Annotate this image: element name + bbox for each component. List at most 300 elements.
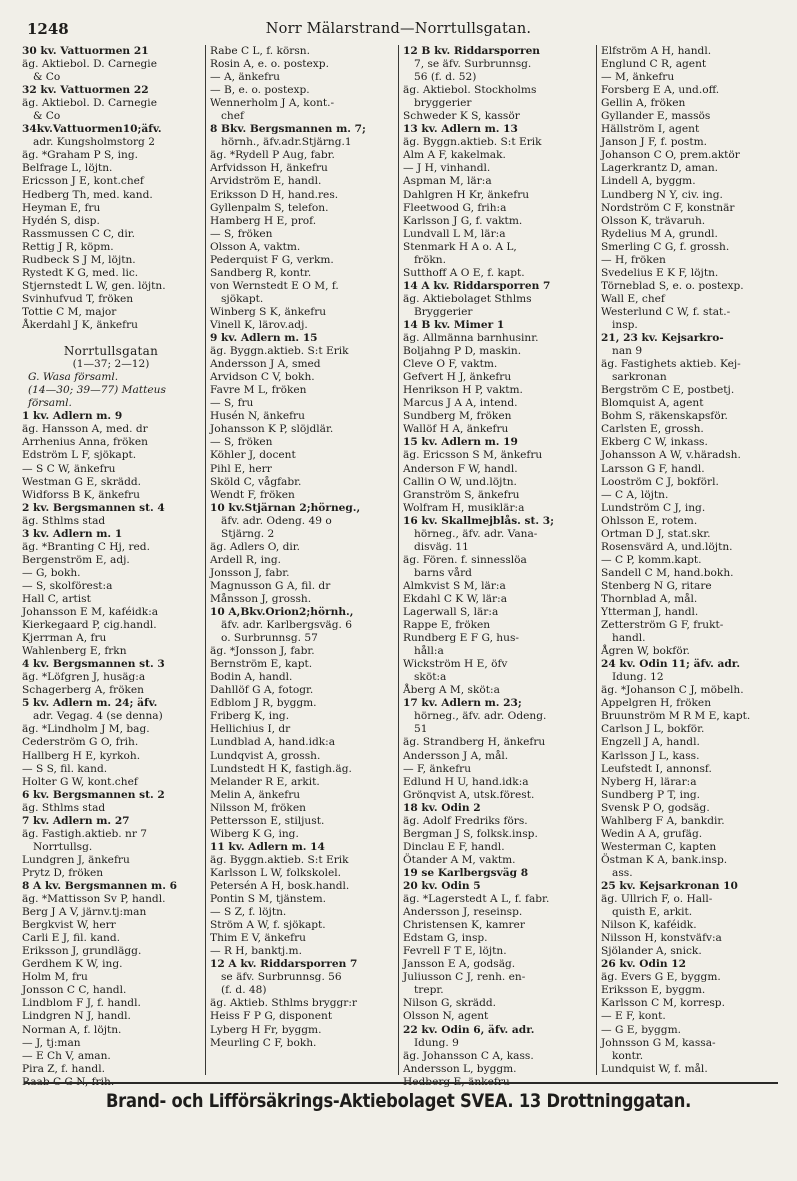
directory-entry: Petersén A H, bosk.handl. (210, 880, 350, 892)
directory-entry: Hydén S, disp. (22, 214, 100, 227)
directory-entry: Nordström C F, konstnär (601, 201, 735, 214)
directory-entry: Sundberg M, fröken (403, 410, 512, 423)
directory-entry: Engzell J A, handl. (601, 736, 700, 749)
directory-entry: 56 (f. d. 52) (414, 71, 477, 84)
directory-entry: Rystedt K G, med. lic. (22, 266, 139, 279)
directory-entry: Johanson C O, prem.aktör (601, 149, 740, 162)
directory-entry: Köhler J, docent (210, 449, 296, 462)
directory-entry: äg. Sthlms stad (22, 514, 106, 527)
directory-entry: Favre M L, fröken (210, 384, 307, 397)
block-heading: 26 kv. Odin 12 (601, 958, 687, 971)
directory-entry: Kjerrman A, fru (22, 632, 107, 645)
block-heading: 32 kv. Vattuormen 22 (22, 84, 149, 97)
directory-entry: Marcus J A A, intend. (403, 397, 518, 410)
directory-entry: se äfv. Surbrunnsg. 56 (221, 971, 342, 984)
directory-entry: Pira Z, f. handl. (22, 1062, 105, 1075)
directory-entry: Zetterström G F, frukt- (601, 619, 724, 632)
directory-entry: — E F, kont. (601, 1010, 666, 1023)
directory-entry: — M, änkefru (601, 71, 675, 84)
directory-entry: bryggerier (414, 97, 472, 110)
block-heading: 11 kv. Adlern m. 14 (210, 840, 325, 853)
directory-entry: Lundström C J, ing. (601, 501, 706, 514)
directory-entry: (14—30; 39—77) Matteus (28, 384, 166, 397)
directory-entry: Callin O W, und.löjtn. (403, 475, 517, 488)
block-heading: 25 kv. Kejsarkronan 10 (601, 880, 738, 892)
directory-entry: G. Wasa församl. (28, 371, 119, 384)
block-heading: 24 kv. Odin 11; äfv. adr. (601, 658, 741, 671)
directory-entry: Gerdhem K W, ing. (22, 958, 123, 971)
footer-rule (24, 1082, 778, 1084)
directory-entry: Sutthoff A O E, f. kapt. (403, 266, 525, 279)
directory-entry: äfv. adr. Odeng. 49 o (221, 514, 332, 527)
directory-entry: Pontin S M, tjänstem. (210, 893, 326, 906)
directory-entry: Leufstedt I, annonsf. (601, 762, 712, 775)
directory-entry: Englund C R, agent (601, 58, 707, 71)
directory-entry: — R H, banktj.m. (210, 945, 302, 958)
directory-entry: äg. Strandberg H, änkefru (403, 736, 546, 749)
directory-entry: Rettig J R, köpm. (22, 240, 114, 253)
directory-entry: äg. *Branting C Hj, red. (22, 540, 150, 553)
directory-entry: Lindblom F J, f. handl. (22, 997, 141, 1010)
directory-entry: Lundquist W, f. mål. (601, 1062, 708, 1075)
directory-entry: sköt:a (414, 671, 447, 684)
directory-entry: Vinell K, lärov.adj. (210, 318, 308, 331)
directory-entry: Forsberg E A, und.off. (601, 84, 720, 97)
directory-entry: Svedelius E K F, löjtn. (601, 266, 719, 279)
directory-entry: Pihl E, herr (210, 462, 272, 475)
directory-entry: Lagerkrantz D, aman. (601, 162, 719, 175)
directory-entry: äg. Aktiebolaget Sthlms (403, 292, 532, 305)
running-head: Norr Mälarstrand—Norrtullsgatan. (265, 21, 532, 37)
directory-entry: Stenberg N G, ritare (601, 579, 712, 592)
directory-entry: — F, änkefru (403, 762, 472, 775)
directory-entry: trepr. (414, 984, 444, 997)
directory-entry: Heyman E, fru (22, 201, 101, 214)
directory-entry: (1—37; 2—12) (72, 358, 150, 371)
directory-entry: äg. *Rydell P Aug, fabr. (210, 149, 335, 162)
directory-entry: Gyllander E, massös (601, 110, 711, 123)
directory-entry: 7, se äfv. Surbrunnsg. (414, 58, 532, 71)
directory-entry: Stjärng. 2 (221, 527, 275, 540)
directory-entry: Johansson A W, v.häradsh. (601, 449, 741, 462)
directory-entry: äg. Aktieb. Sthlms bryggr:r (210, 997, 357, 1010)
directory-entry: adr. Vegag. 4 (se denna) (33, 710, 163, 723)
directory-entry: — C A, löjtn. (601, 488, 669, 501)
directory-entry: äg. *Löfgren J, husäg:a (22, 671, 146, 684)
block-heading: 10 A,Bkv.Orion2;hörnh., (210, 606, 354, 619)
block-heading: 21, 23 kv. Kejsarkro- (601, 332, 724, 345)
directory-entry: disväg. 11 (414, 540, 469, 553)
directory-entry: Nyberg H, lärar:a (601, 775, 697, 788)
directory-entry: Dinclau E F, handl. (403, 840, 505, 853)
directory-entry: Pettersson E, stiljust. (210, 814, 325, 827)
directory-entry: Åberg A M, sköt:a (403, 684, 500, 697)
directory-entry: Lindgren N J, handl. (22, 1010, 131, 1023)
directory-entry: Jansson E A, godsäg. (403, 958, 516, 971)
directory-entry: — S Z, f. löjtn. (210, 906, 287, 919)
directory-entry: Almkvist S M, lär:a (403, 579, 506, 592)
directory-entry: Arvidson C V, bokh. (210, 371, 315, 384)
directory-entry: sjökapt. (221, 292, 264, 305)
directory-entry: Bruunström M R M E, kapt. (601, 710, 751, 723)
directory-entry: Östman K A, bank.insp. (601, 853, 728, 866)
directory-entry: Holter G W, kont.chef (22, 775, 138, 788)
directory-entry: nan 9 (612, 345, 643, 358)
directory-entry: Törneblad S, e. o. postexp. (601, 279, 744, 292)
directory-entry: Wahlenberg E, frkn (22, 645, 127, 658)
directory-entry: Magnusson G A, fil. dr (210, 579, 331, 592)
directory-entry: sarkronan (612, 371, 667, 384)
directory-entry: Ardell R, ing. (210, 553, 281, 566)
directory-entry: Looström C J, bokförl. (601, 475, 719, 488)
directory-entry: Ekberg C W, inkass. (601, 436, 708, 449)
directory-entry: Aspman M, lär:a (403, 175, 492, 188)
block-heading: 1 kv. Adlern m. 9 (22, 410, 123, 423)
directory-entry: Lindell A, byggm. (601, 175, 696, 188)
block-heading: 8 Bkv. Bergsmannen m. 7; (210, 123, 366, 136)
directory-entry: Wickström H E, öfv (403, 658, 508, 671)
directory-entry: Ytterman J, handl. (601, 606, 699, 619)
directory-entry: Bohm S, räkenskapsför. (601, 410, 728, 423)
directory-entry: Sandell C M, hand.bokh. (601, 566, 734, 579)
block-heading: 6 kv. Bergsmannen st. 2 (22, 788, 165, 801)
directory-entry: Norrtullsgatan (63, 344, 159, 359)
directory-entry: Granström S, änkefru (403, 488, 520, 501)
directory-entry: Ericsson J E, kont.chef (22, 175, 144, 188)
directory-entry: Thim E V, änkefru (210, 932, 306, 945)
directory-entry: (f. d. 48) (221, 984, 267, 997)
block-heading: 34kv.Vattuormen10;äfv. (22, 123, 162, 136)
directory-entry: Husén N, änkefru (210, 410, 305, 423)
block-heading: 22 kv. Odin 6, äfv. adr. (403, 1023, 535, 1036)
block-heading: 10 kv.Stjärnan 2;hörneg., (210, 501, 361, 514)
column-2 (205, 45, 395, 1075)
directory-entry: Grönqvist A, utsk.förest. (403, 788, 535, 801)
directory-entry: äg. Evers G E, byggm. (601, 971, 721, 984)
directory-entry: Sjölander A, snick. (601, 945, 702, 958)
directory-entry: äg. *Mattisson Sv P, handl. (22, 893, 166, 906)
directory-entry: Johansson K P, slöjdlär. (210, 423, 334, 436)
directory-entry: Rappe E, fröken (403, 619, 491, 632)
directory-entry: Svinhufvud T, fröken (22, 292, 134, 305)
directory-entry: Fevrell F T E, löjtn. (403, 945, 507, 958)
directory-entry: Arrhenius Anna, fröken (22, 436, 148, 449)
directory-entry: quisth E, arkit. (612, 906, 693, 919)
block-heading: 2 kv. Bergsmannen st. 4 (22, 501, 165, 514)
directory-entry: Karlsson L W, folkskolel. (210, 866, 342, 879)
directory-entry: Dahlgren H Kr, änkefru (403, 188, 530, 201)
directory-entry: Cleve O F, vaktm. (403, 358, 498, 371)
directory-entry: Jonsson J, fabr. (210, 566, 290, 579)
directory-entry: Cederström G O, frih. (22, 736, 139, 749)
directory-entry: Wall E, chef (601, 292, 665, 305)
directory-entry: insp. (612, 318, 638, 331)
directory-entry: Lundgren J, änkefru (22, 853, 130, 866)
directory-entry: Meurling C F, bokh. (210, 1036, 317, 1049)
directory-entry: Hellichius I, dr (210, 723, 291, 736)
directory-entry: Ötander A M, vaktm. (403, 853, 516, 866)
directory-entry: Rudbeck S J M, löjtn. (22, 253, 136, 266)
directory-entry: Rassmussen C C, dir. (22, 227, 135, 240)
directory-entry: — A, änkefru (210, 71, 280, 84)
block-heading: 12 B kv. Riddarsporren (403, 45, 541, 57)
directory-entry: Holm M, fru (22, 971, 88, 984)
directory-entry: äg. Adlers O, dir. (210, 540, 301, 553)
directory-entry: äg. Aktiebol. D. Carnegie (22, 58, 157, 71)
directory-entry: barns vård (414, 566, 472, 579)
directory-entry: Pederquist F G, verkm. (210, 253, 334, 266)
directory-entry: Johnsson G M, kassa- (601, 1036, 716, 1049)
directory-entry: o. Surbrunnsg. 57 (221, 632, 318, 645)
directory-entry: äg. Byggn.aktieb. S:t Erik (403, 136, 542, 149)
directory-entry: hörneg., äfv. adr. Odeng. (414, 710, 547, 723)
directory-entry: Boljahng P D, maskin. (403, 345, 522, 358)
directory-entry: Karlsson J L, kass. (601, 749, 700, 762)
directory-entry: äg. Aktiebol. Stockholms (403, 84, 537, 97)
block-heading: 9 kv. Adlern m. 15 (210, 332, 318, 345)
directory-entry: Nilson G, skrädd. (403, 997, 497, 1010)
block-heading: 19 se Karlbergsväg 8 (403, 866, 529, 879)
directory-entry: Bernström E, kapt. (210, 658, 313, 671)
block-heading: 3 kv. Adlern m. 1 (22, 527, 123, 540)
directory-entry: Carli E J, fil. kand. (22, 932, 120, 945)
directory-entry: äg. Fastigh.aktieb. nr 7 (22, 827, 147, 840)
directory-entry: Eriksson J, grundlägg. (22, 945, 142, 958)
directory-entry: Heiss F P G, disponent (210, 1010, 333, 1023)
block-heading: 14 A kv. Riddarsporren 7 (403, 279, 551, 292)
directory-entry: Idung. 12 (612, 671, 664, 684)
directory-entry: Juliusson C J, renh. en- (403, 971, 526, 984)
directory-entry: Johansson E M, kaféidk:a (22, 606, 159, 619)
directory-entry: Henrikson H P, vaktm. (403, 384, 523, 397)
column-4 (596, 45, 787, 1075)
directory-entry: Olsson K, trävaruh. (601, 214, 706, 227)
directory-entry: Ström A W, f. sjökapt. (210, 919, 326, 932)
directory-entry: äg. Byggn.aktieb. S:t Erik (210, 853, 349, 866)
directory-entry: — S, skolförest:a (22, 579, 113, 592)
directory-entry: Berg J A V, järnv.tj:man (22, 906, 147, 919)
directory-entry: Carlsten E, grossh. (601, 423, 704, 436)
directory-entry: — S, fröken (210, 436, 273, 449)
directory-entry: kontr. (612, 1049, 644, 1062)
directory-entry: Widforss B K, änkefru (22, 488, 140, 501)
directory-entry: Rabe C L, f. körsn. (210, 45, 310, 57)
directory-entry: Arfvidsson H, änkefru (210, 162, 328, 175)
directory-entry: äg. *Lagerstedt A L, f. fabr. (403, 893, 550, 906)
block-heading: 17 kv. Adlern m. 23; (403, 697, 522, 710)
directory-entry: Arvidström E, handl. (210, 175, 322, 188)
directory-entry: handl. (612, 632, 646, 645)
directory-entry: Eriksson D H, hand.res. (210, 188, 339, 201)
directory-entry: äg. *Graham P S, ing. (22, 149, 138, 162)
directory-entry: äg. Aktiebol. D. Carnegie (22, 97, 157, 110)
directory-entry: Rosin A, e. o. postexp. (210, 58, 329, 71)
directory-entry: Idung. 9 (414, 1036, 459, 1049)
directory-entry: Eriksson E, byggm. (601, 984, 706, 997)
directory-entry: Rosensvärd A, und.löjtn. (601, 540, 733, 553)
directory-entry: ass. (612, 866, 633, 879)
directory-entry: Rydelius M A, grundl. (601, 227, 718, 240)
directory-entry: äg. Byggn.aktieb. S:t Erik (210, 345, 349, 358)
directory-entry: Lundstedt H K, fastigh.äg. (210, 762, 352, 775)
directory-entry: adr. Kungsholmstorg 2 (33, 136, 155, 149)
directory-entry: Westerman C, kapten (601, 840, 717, 853)
directory-entry: Hallberg H E, kyrkoh. (22, 749, 141, 762)
directory-entry: Sundberg P T, ing. (601, 788, 701, 801)
directory-entry: — G, bokh. (22, 566, 81, 579)
directory-entry: Norman A, f. löjtn. (22, 1023, 122, 1036)
directory-entry: Hedberg E, änkefru (403, 1075, 510, 1088)
directory-entry: Nilsson H, konstväfv:a (601, 932, 722, 945)
directory-entry: Bodin A, handl. (210, 671, 293, 684)
directory-entry: Sköld C, vågfabr. (210, 475, 302, 488)
directory-entry: Schagerberg A, fröken (22, 684, 144, 697)
block-heading: 5 kv. Adlern m. 24; äfv. (22, 697, 158, 710)
directory-entry: Appelgren H, fröken (601, 697, 712, 710)
directory-entry: församl. (28, 397, 72, 410)
directory-entry: Wiberg K G, ing. (210, 827, 299, 840)
directory-entry: Karlsson C M, korresp. (601, 997, 725, 1010)
directory-entry: Fleetwood G, frih:a (403, 201, 507, 214)
directory-entry: Prytz D, fröken (22, 866, 104, 879)
directory-entry: Rundberg E F G, hus- (403, 632, 519, 645)
directory-entry: — S S, fil. kand. (22, 762, 108, 775)
directory-entry: Månsson J, grossh. (210, 592, 312, 605)
directory-entry: Karlsson J G, f. vaktm. (403, 214, 523, 227)
directory-entry: Svensk P O, godsäg. (601, 801, 710, 814)
directory-entry: Christensen K, kamrer (403, 919, 525, 932)
block-heading: 7 kv. Adlern m. 27 (22, 814, 130, 827)
directory-entry: Olsson A, vaktm. (210, 240, 301, 253)
directory-entry: äg. Hansson A, med. dr (22, 423, 148, 436)
directory-entry: Larsson G F, handl. (601, 462, 705, 475)
directory-entry: Bergenström E, adj. (22, 553, 130, 566)
directory-entry: äg. *Johanson C J, möbelh. (601, 684, 744, 697)
column-3 (398, 45, 593, 1088)
directory-entry: Blomquist A, agent (601, 397, 704, 410)
directory-entry: Jonsson C C, handl. (22, 984, 127, 997)
directory-entry: äg. Adolf Fredriks förs. (403, 814, 528, 827)
directory-entry: Lundberg N Y, civ. ing. (601, 188, 723, 201)
directory-entry: Raab C G N, frih. (22, 1075, 115, 1088)
directory-entry: Lyberg H Fr, byggm. (210, 1023, 322, 1036)
block-heading: 8 A kv. Bergsmannen m. 6 (22, 880, 177, 892)
directory-entry: — B, e. o. postexp. (210, 84, 310, 97)
directory-entry: hörneg., äfv. adr. Vana- (414, 527, 538, 540)
directory-entry: Bergman J S, folksk.insp. (403, 827, 538, 840)
footer-advertisement: Brand- och Lifförsäkrings-Aktiebolaget SVEA. 13 Drottninggatan. (105, 1090, 692, 1112)
directory-entry: äg. Sthlms stad (22, 801, 106, 814)
block-heading: 18 kv. Odin 2 (403, 801, 481, 814)
directory-entry: Smerling C G, f. grossh. (601, 240, 730, 253)
directory-entry: Bryggerier (414, 305, 473, 318)
directory-entry: Hamberg H E, prof. (210, 214, 317, 227)
directory-entry: Lundqvist A, grossh. (210, 749, 321, 762)
directory-entry: — S, fru (210, 397, 254, 410)
directory-entry: Wallöf H A, änkefru (403, 423, 509, 436)
directory-entry: Andersson J, reseinsp. (403, 906, 523, 919)
directory-entry: Lagerwall S, lär:a (403, 606, 499, 619)
directory-entry: äg. Fören. f. sinnesslöa (403, 553, 527, 566)
directory-entry: Edlund H U, hand.idk:a (403, 775, 529, 788)
directory-entry: Westerlund C W, f. stat.- (601, 305, 731, 318)
block-heading: 15 kv. Adlern m. 19 (403, 436, 518, 449)
directory-entry: Edström L F, sjökapt. (22, 449, 137, 462)
directory-entry: Lundvall L M, lär:a (403, 227, 506, 240)
directory-entry: Wolfram H, musiklär:a (403, 501, 525, 514)
directory-entry: Wendt F, fröken (210, 488, 295, 501)
directory-entry: — E Ch V, aman. (22, 1049, 111, 1062)
directory-entry: äg. Ericsson S M, änkefru (403, 449, 543, 462)
directory-entry: Gyllenpalm S, telefon. (210, 201, 329, 214)
directory-entry: Bergkvist W, herr (22, 919, 116, 932)
directory-entry: äg. Fastighets aktieb. Kej- (601, 358, 741, 371)
directory-entry: Gefvert H J, änkefru (403, 371, 512, 384)
directory-entry: Melander R E, arkit. (210, 775, 320, 788)
directory-entry: Wahlberg F A, bankdir. (601, 814, 725, 827)
directory-entry: — S C W, änkefru (22, 462, 116, 475)
directory-entry: Bergström C E, postbetj. (601, 384, 735, 397)
directory-entry: Carlson J L, bokför. (601, 723, 705, 736)
directory-entry: Olsson N, agent (403, 1010, 489, 1023)
directory-entry: äg. Allmänna barnhusinr. (403, 332, 539, 345)
column-1 (22, 45, 200, 1088)
directory-columns (22, 45, 782, 1088)
directory-entry: — J, tj:man (22, 1036, 81, 1049)
directory-entry: — J H, vinhandl. (403, 162, 491, 175)
directory-entry: äg. *Lindholm J M, bag. (22, 723, 150, 736)
directory-entry: Belfrage L, löjtn. (22, 162, 113, 175)
directory-entry: Hall C, artist (22, 592, 91, 605)
directory-entry: håll:a (414, 645, 444, 658)
block-heading: 14 B kv. Mimer 1 (403, 318, 505, 331)
directory-entry: Wennerholm J A, kont.- (210, 97, 335, 110)
directory-entry: Winberg S K, änkefru (210, 305, 327, 318)
directory-entry: — S, fröken (210, 227, 273, 240)
directory-entry: äg. Ullrich F, o. Hall- (601, 893, 713, 906)
block-heading: 20 kv. Odin 5 (403, 880, 481, 892)
directory-entry: Gellin A, fröken (601, 97, 686, 110)
directory-entry: Stenmark H A o. A L, (403, 240, 517, 253)
directory-entry: — G E, byggm. (601, 1023, 682, 1036)
directory-entry: & Co (33, 71, 61, 84)
directory-entry: Tottie C M, major (22, 305, 117, 318)
directory-entry: von Wernstedt E O M, f. (210, 279, 339, 292)
directory-entry: 51 (414, 723, 428, 736)
directory-entry: Ortman D J, stat.skr. (601, 527, 711, 540)
directory-entry: Andersson J A, smed (210, 358, 321, 371)
directory-entry: Andersson J A, mål. (403, 749, 509, 762)
directory-entry: Ekdahl C K W, lär:a (403, 592, 508, 605)
directory-entry: Kierkegaard P, cig.handl. (22, 619, 157, 632)
directory-entry: & Co (33, 110, 61, 123)
directory-entry: Norrtullsg. (33, 840, 93, 853)
directory-entry: Edblom J R, byggm. (210, 697, 317, 710)
directory-entry: Ågren W, bokför. (601, 645, 690, 658)
directory-entry: Wedin A A, grufäg. (601, 827, 703, 840)
directory-entry: Hällström I, agent (601, 123, 700, 136)
block-heading: 30 kv. Vattuormen 21 (22, 45, 149, 57)
directory-entry: hörnh., äfv.adr.Stjärng.1 (221, 136, 352, 149)
block-heading: 4 kv. Bergsmannen st. 3 (22, 658, 165, 671)
directory-entry: Melin A, änkefru (210, 788, 301, 801)
directory-entry: Alm A F, kakelmak. (403, 149, 506, 162)
directory-entry: Edstam G, insp. (403, 932, 488, 945)
directory-entry: Schweder K S, kassör (403, 110, 520, 123)
directory-entry: Ohlsson E, rotem. (601, 514, 698, 527)
block-heading: 13 kv. Adlern m. 13 (403, 123, 518, 136)
directory-entry: Friberg K, ing. (210, 710, 290, 723)
